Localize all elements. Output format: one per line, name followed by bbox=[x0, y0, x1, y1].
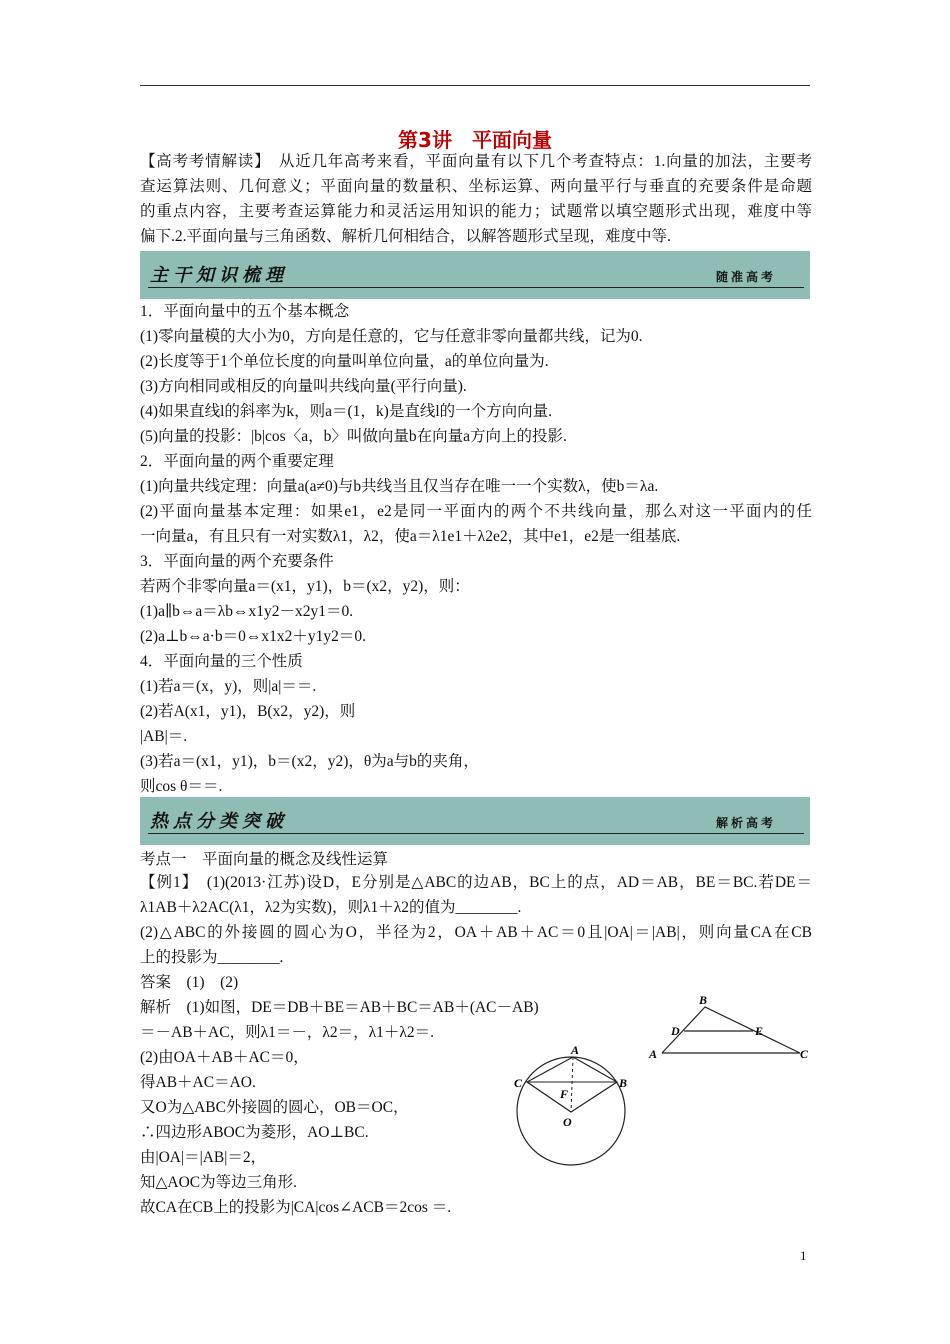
intro-line: 偏下.2.平面向量与三角函数、解析几何相结合，以解答题形式呈现，难度中等. bbox=[140, 228, 671, 245]
knowledge-line: (3)若a＝(x1，y1)，b＝(x2，y2)，θ为a与b的夹角， bbox=[140, 753, 479, 770]
section-banner-tag: 解析高考 bbox=[715, 816, 776, 830]
intro-line: 查运算法则、几何意义；平面向量的数量积、坐标运算、两向量平行与垂直的充要条件是命题 bbox=[140, 178, 812, 195]
label-a: A bbox=[571, 1043, 580, 1057]
solution-line: 故CA在CB上的投影为|CA|cos∠ACB＝2cos ＝. bbox=[140, 1199, 452, 1216]
knowledge-line: (2)长度等于1个单位长度的向量叫单位向量，a的单位向量为. bbox=[140, 353, 549, 370]
solution-line: 由|OA|＝|AB|＝2， bbox=[140, 1149, 267, 1166]
label-b: B bbox=[699, 993, 708, 1007]
knowledge-line: (2)a⊥b⇔a·b＝0⇔x1x2＋y1y2＝0. bbox=[140, 628, 366, 645]
label-c: C bbox=[514, 1076, 523, 1090]
knowledge-line: (2)平面向量基本定理：如果e1，e2是同一平面内的两个不共线向量，那么对这一平面内的任 bbox=[140, 503, 812, 520]
knowledge-line: (1)若a＝(x，y)，则|a|＝＝. bbox=[140, 678, 317, 695]
example-line: 【例1】 (1)(2013·江苏)设D，E分别是△ABC的边AB，BC上的点，AD＝AB，BE＝BC.若DE＝ bbox=[140, 874, 812, 891]
knowledge-line: 若两个非零向量a＝(x1，y1)，b＝(x2，y2)，则： bbox=[140, 578, 470, 595]
solution-line: ＝－AB＋AC，则λ1＝－，λ2＝，λ1＋λ2＝. bbox=[140, 1024, 435, 1041]
answer-line: 答案 (1) (2) bbox=[140, 974, 239, 991]
label-a: A bbox=[649, 1047, 658, 1061]
knowledge-line: (1)向量共线定理：向量a(a≠0)与b共线当且仅当存在唯一一个实数λ，使b＝λa. bbox=[140, 478, 659, 495]
knowledge-line: (3)方向相同或相反的向量叫共线向量(平行向量). bbox=[140, 378, 467, 395]
solution-line: ∴四边形ABOC为菱形，AO⊥BC. bbox=[140, 1124, 369, 1141]
knowledge-line: 2．平面向量的两个重要定理 bbox=[140, 453, 334, 470]
rhombus-aboc bbox=[527, 1057, 617, 1112]
page-number: 1 bbox=[800, 1248, 807, 1263]
banner-underline bbox=[148, 833, 804, 834]
knowledge-line: 一向量a，有且只有一对实数λ1，λ2，使a＝λ1e1＋λ2e2，其中e1，e2是一组基底. bbox=[140, 528, 681, 545]
example-line: (2)△ABC的外接圆的圆心为O，半径为2，OA＋AB＋AC＝0且|OA|＝|AB|，则向量CA在CB bbox=[140, 924, 812, 941]
section-banner-hotspots bbox=[140, 797, 810, 845]
solution-line: 又O为△ABC外接圆的圆心，OB＝OC， bbox=[140, 1099, 409, 1116]
solution-line: (2)由OA＋AB＋AC＝0， bbox=[140, 1049, 309, 1066]
knowledge-line: (5)向量的投影：|b|cos〈a，b〉叫做向量b在向量a方向上的投影. bbox=[140, 428, 567, 445]
intro-line: 【高考考情解读】 从近几年高考来看，平面向量有以下几个考查特点：1.向量的加法，主要考 bbox=[140, 153, 812, 170]
knowledge-line: (2)若A(x1，y1)，B(x2，y2)，则 bbox=[140, 703, 356, 720]
knowledge-line: 4．平面向量的三个性质 bbox=[140, 653, 303, 670]
example-line: 上的投影为________. bbox=[140, 949, 284, 966]
triangle-figure bbox=[645, 993, 815, 1068]
label-o: O bbox=[563, 1115, 572, 1129]
label-c: C bbox=[800, 1047, 809, 1061]
banner-underline bbox=[148, 287, 804, 288]
knowledge-line: 3．平面向量的两个充要条件 bbox=[140, 553, 334, 570]
label-b: B bbox=[619, 1076, 628, 1090]
solution-line: 得AB＋AC＝AO. bbox=[140, 1074, 256, 1091]
knowledge-line: (1)零向量模的大小为0，方向是任意的，它与任意非零向量都共线，记为0. bbox=[140, 328, 643, 345]
circle-figure bbox=[505, 1040, 635, 1170]
example-line: 考点一 平面向量的概念及线性运算 bbox=[140, 851, 389, 868]
knowledge-line: 1．平面向量中的五个基本概念 bbox=[140, 303, 350, 320]
page-title: 第3讲 平面向量 bbox=[398, 128, 552, 152]
knowledge-line: (1)a∥b⇔a＝λb⇔x1y2－x2y1＝0. bbox=[140, 603, 354, 620]
section-banner-label: 热点分类突破 bbox=[150, 811, 288, 832]
intro-line: 的重点内容，主要考查运算能力和灵活运用知识的能力；试题常以填空题形式出现，难度中等 bbox=[140, 203, 812, 220]
knowledge-line: |AB|＝. bbox=[140, 728, 188, 745]
label-f: F bbox=[560, 1087, 569, 1101]
triangle-abc bbox=[662, 1007, 800, 1053]
header-rule bbox=[140, 85, 810, 86]
solution-line: 知△AOC为等边三角形. bbox=[140, 1174, 298, 1191]
example-line: λ1AB＋λ2AC(λ1，λ2为实数)，则λ1＋λ2的值为________. bbox=[140, 899, 522, 916]
section-banner-tag: 随准高考 bbox=[715, 270, 776, 284]
section-banner-knowledge bbox=[140, 251, 810, 299]
label-e: E bbox=[755, 1024, 764, 1038]
section-banner-label: 主干知识梳理 bbox=[150, 265, 288, 286]
knowledge-line: 则cos θ＝＝. bbox=[140, 778, 223, 795]
knowledge-line: (4)如果直线l的斜率为k，则a＝(1，k)是直线l的一个方向向量. bbox=[140, 403, 553, 420]
segment-ao bbox=[571, 1057, 573, 1112]
label-d: D bbox=[671, 1024, 680, 1038]
solution-line: 解析 (1)如图，DE＝DB＋BE＝AB＋BC＝AB＋(AC－AB) bbox=[140, 999, 539, 1016]
